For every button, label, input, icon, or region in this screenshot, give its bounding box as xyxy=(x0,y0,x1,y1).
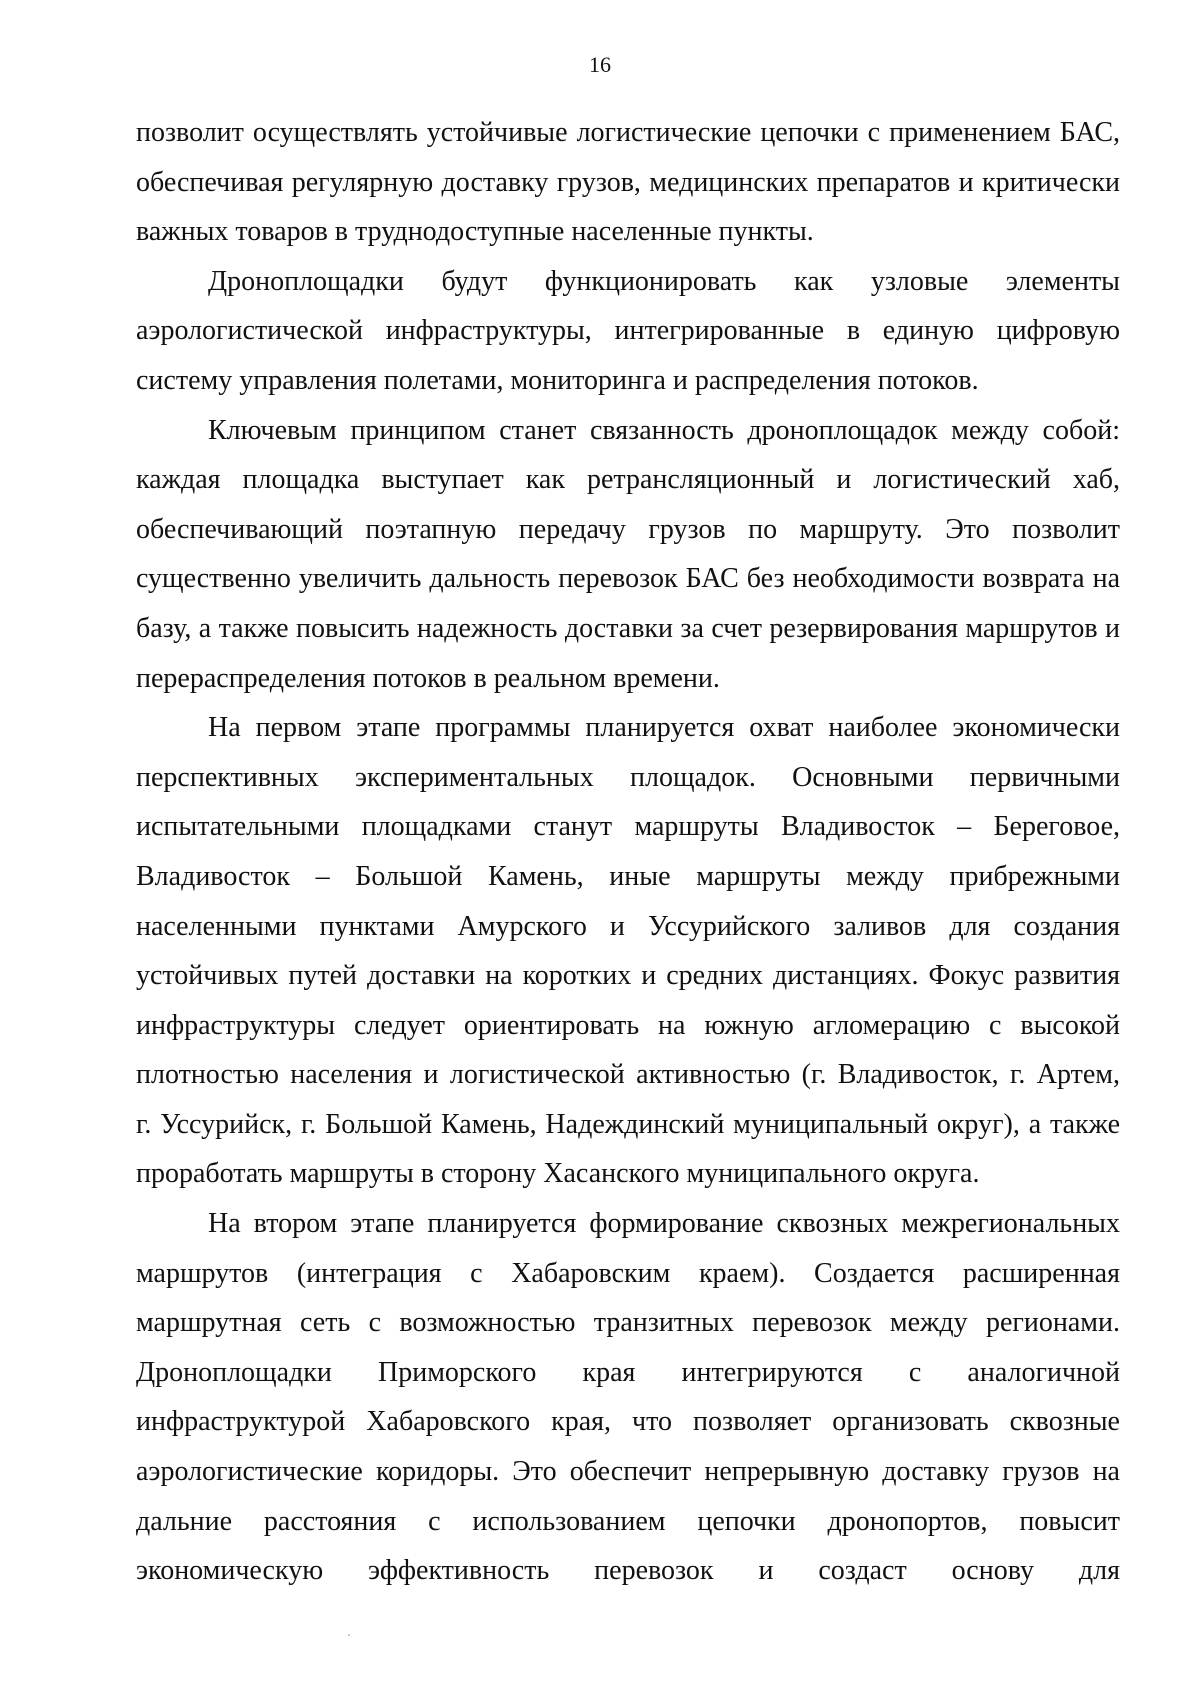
text-line: аэрологистической инфраструктуры, интегрированные в единую цифровую xyxy=(136,315,1120,347)
text-line: г. Уссурийск, г. Большой Камень, Надеждинский муниципальный округ), а также xyxy=(136,1108,1120,1140)
text-line: На втором этапе планируется формирование сквозных межрегиональных xyxy=(208,1208,1120,1240)
text-line: аэрологистические коридоры. Это обеспечит непрерывную доставку грузов на xyxy=(136,1456,1120,1488)
text-line: существенно увеличить дальность перевозок БАС без необходимости возврата на xyxy=(136,563,1120,595)
text-line: Владивосток – Большой Камень, иные маршруты между прибрежными xyxy=(136,860,1120,892)
text-line: каждая площадка выступает как ретрансляционный и логистический хаб, xyxy=(136,464,1120,496)
text-line: плотностью населения и логистической активностью (г. Владивосток, г. Артем, xyxy=(136,1059,1120,1091)
text-line: На первом этапе программы планируется охват наиболее экономически xyxy=(208,712,1120,744)
text-line: обеспечивая регулярную доставку грузов, медицинских препаратов и критически xyxy=(136,166,1120,198)
scan-speck xyxy=(348,1634,350,1636)
text-line: инфраструктурой Хабаровского края, что позволяет организовать сквозные xyxy=(136,1406,1120,1438)
text-line: проработать маршруты в сторону Хасанского муниципального округа. xyxy=(136,1158,980,1190)
text-line: Ключевым принципом станет связанность дроноплощадок между собой: xyxy=(208,414,1120,446)
text-line: важных товаров в труднодоступные населенные пункты. xyxy=(136,216,814,248)
text-line: инфраструктуры следует ориентировать на южную агломерацию с высокой xyxy=(136,1009,1120,1041)
text-line: маршрутная сеть с возможностью транзитных перевозок между регионами. xyxy=(136,1307,1120,1339)
text-line: устойчивых путей доставки на коротких и средних дистанциях. Фокус развития xyxy=(136,960,1120,992)
text-line: населенными пунктами Амурского и Уссурийского заливов для создания xyxy=(136,910,1120,942)
text-line: Дроноплощадки Приморского края интегрируются с аналогичной xyxy=(136,1356,1120,1388)
text-line: маршрутов (интеграция с Хабаровским краем). Создается расширенная xyxy=(136,1257,1120,1289)
text-line: перспективных экспериментальных площадок. Основными первичными xyxy=(136,761,1120,793)
text-line: дальние расстояния с использованием цепочки дронопортов, повысит xyxy=(136,1505,1120,1537)
text-line: систему управления полетами, мониторинга и распределения потоков. xyxy=(136,364,979,396)
text-line: базу, а также повысить надежность доставки за счет резервирования маршрутов и xyxy=(136,612,1120,644)
text-line: Дроноплощадки будут функционировать как узловые элементы xyxy=(208,265,1120,297)
page-number: 16 xyxy=(589,52,611,77)
text-line: перераспределения потоков в реальном времени. xyxy=(136,662,720,694)
text-line: позволит осуществлять устойчивые логистические цепочки с применением БАС, xyxy=(136,117,1120,148)
text-line: экономическую эффективность перевозок и создаст основу для xyxy=(136,1555,1120,1587)
text-line: испытательными площадками станут маршруты Владивосток – Береговое, xyxy=(136,811,1120,843)
document-body xyxy=(136,108,1120,1596)
text-line: обеспечивающий поэтапную передачу грузов по маршруту. Это позволит xyxy=(136,513,1120,545)
